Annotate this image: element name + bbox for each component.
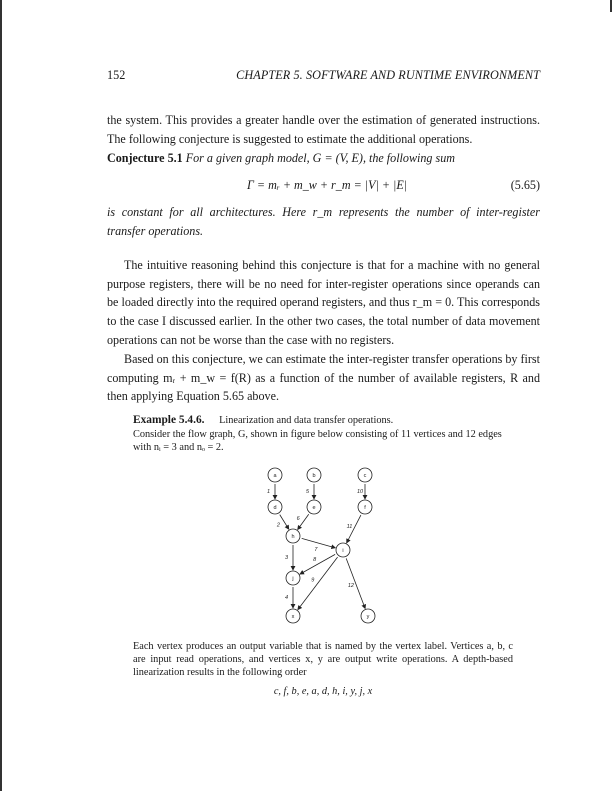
equation-formula: Γ = mᵣ + m_w + r_m = |V| + |E|: [247, 178, 408, 192]
edge-i-x: [298, 557, 338, 609]
edge-h-i: [302, 538, 336, 547]
conjecture-text: For a given graph model, G = (V, E), the following sum: [185, 151, 455, 165]
example-label: Example 5.4.6.: [133, 414, 205, 426]
example-heading: [133, 414, 513, 427]
based-on-paragraph: Based on this conjecture, we can estimate the inter-register transfer operations by first computing mᵣ + m_w = f(R) as a function of the number of available registers, R and then applying Equation 5.65 above.: [107, 352, 540, 404]
edge-label: 1: [267, 489, 271, 495]
conjecture-label: Conjecture 5.1: [107, 151, 183, 165]
node-label: f: [364, 505, 366, 511]
node-label: i: [342, 548, 344, 554]
edge-i-j: [300, 554, 335, 574]
conjecture-heading: [107, 149, 540, 168]
node-label: x: [291, 614, 295, 620]
intro-paragraph: the system. This provides a greater handle over the estimation of generated instructions. The following conjecture is suggested to estimate the additional operations.: [107, 113, 540, 146]
conjecture-continuation: is constant for all architectures. Here r_m represents the number of inter-register transfer operations.: [107, 205, 540, 238]
equation-number: (5.65): [510, 178, 540, 192]
edge-label: 10: [357, 489, 364, 495]
edge-label: 12: [347, 583, 355, 590]
edge-label: 7: [314, 546, 318, 553]
running-title: CHAPTER 5. SOFTWARE AND RUNTIME ENVIRONMENT: [236, 68, 540, 82]
reasoning-paragraph: The intuitive reasoning behind this conjecture is that for a machine with no general purpose registers, there will be no need for inter-register operations since operands can be loaded directly into the required operand registers, and thus r_m = 0. This corresponds to the case I discussed earlier. In the other two cases, the total number of data movement operations can not be worse than the case with no registers.: [107, 258, 540, 347]
node-label: a: [273, 473, 277, 479]
node-label: c: [363, 473, 367, 479]
node-label: j: [292, 576, 294, 582]
node-label: h: [291, 534, 295, 540]
edge-label: 4: [285, 595, 289, 601]
edge-label: 11: [346, 523, 353, 530]
linearization-order: c, f, b, e, a, d, h, i, y, j, x: [273, 686, 373, 697]
node-label: y: [366, 614, 370, 620]
edge-label: 5: [306, 489, 310, 495]
edge-d-h: [280, 515, 289, 530]
flow-graph-figure: [250, 460, 400, 640]
edge-label: 9: [311, 577, 315, 584]
edge-label: 2: [276, 522, 280, 529]
edge-label: 8: [313, 556, 317, 563]
node-label: b: [312, 473, 316, 479]
example-intro: Consider the flow graph, G, shown in figure below consisting of 11 vertices and 12 edges with nᵢ = 3 and nₒ = 2.: [133, 429, 502, 454]
example-title: Linearization and data transfer operations.: [219, 415, 394, 426]
node-label: d: [273, 505, 277, 511]
edge-label: 3: [285, 555, 289, 561]
example-explanation: Each vertex produces an output variable that is named by the vertex label. Vertices a, b, c are input read operations, and vertices x, y are output write operations. A depth-based linearization results in the following order: [133, 641, 513, 679]
scan-edge-left: [0, 0, 2, 791]
page-number: 152: [107, 68, 126, 82]
node-label: e: [312, 505, 316, 511]
edge-label: 6: [296, 515, 300, 522]
